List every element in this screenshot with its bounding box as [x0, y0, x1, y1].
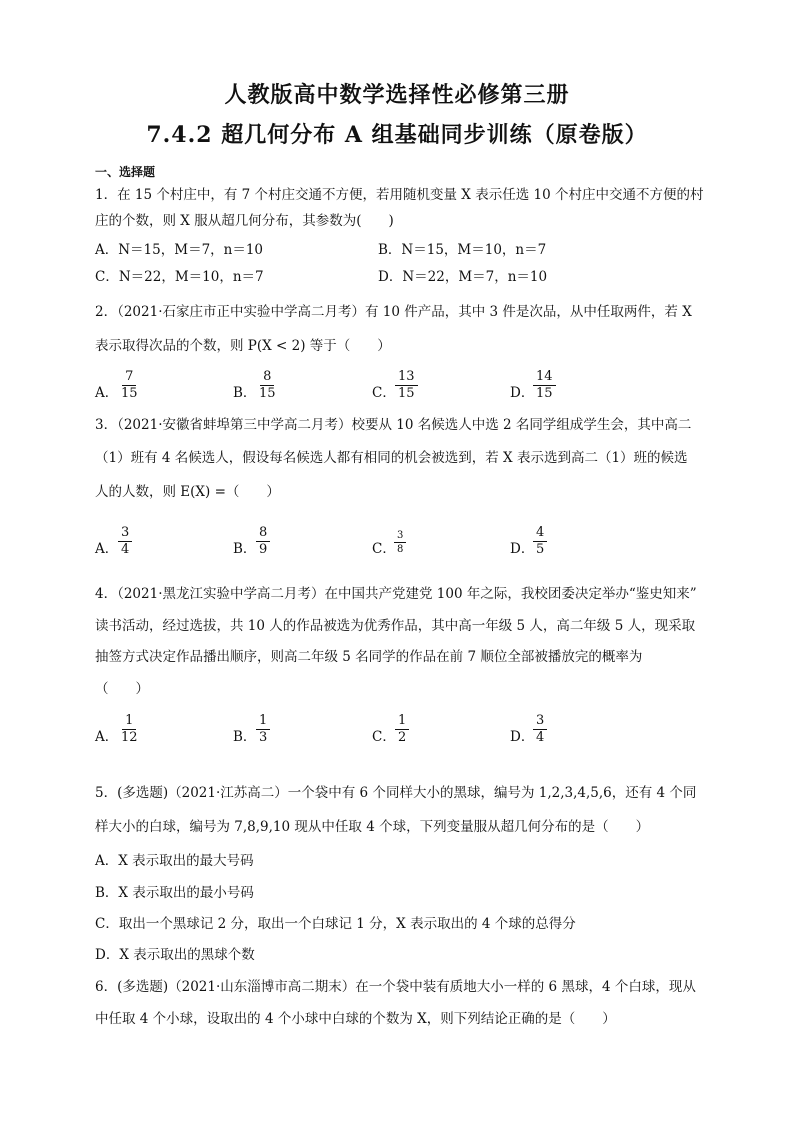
q3-option-b-fraction [256, 526, 270, 557]
q4-option-d-denominator: 4 [536, 730, 545, 745]
q3-label-c: C． [372, 541, 396, 557]
q2-option-a-fraction [118, 370, 141, 401]
q3-option-b-denominator: 9 [259, 542, 268, 557]
q3-line3: 人的人数，则 E(X) =（ ） [95, 484, 280, 500]
q4-option-c-numerator: 1 [395, 714, 409, 730]
q4-line4: （ ） [95, 681, 149, 697]
q4-option-a-fraction [118, 714, 141, 745]
q2-line2: 表示取得次品的个数，则 P(X < 2) 等于（ ） [95, 338, 391, 354]
q4-label-c: C． [372, 729, 396, 745]
q2-option-d-fraction [533, 370, 556, 401]
q4-line2: 读书活动，经过选拔，共 10 人的作品被选为优秀作品，其中高一年级 5 人，高二年级 5 人，现采取 [95, 618, 696, 634]
q3-option-d-fraction [533, 526, 547, 557]
q5-option-d: D．X 表示取出的黑球个数 [95, 947, 255, 963]
q3-option-d-denominator: 5 [536, 542, 545, 557]
q6-line2: 中任取 4 个小球，设取出的 4 个小球中白球的个数为 X，则下列结论正确的是（ ） [95, 1011, 616, 1027]
q4-option-b-denominator: 3 [259, 730, 268, 745]
q1-option-a: A．N＝15，M＝7，n＝10 [95, 242, 264, 258]
q4-label-a: A． [95, 729, 119, 745]
page-subtitle: 7.4.2 超几何分布 A 组基础同步训练（原卷版） [146, 122, 648, 148]
q1-line2: 庄的个数，则 X 服从超几何分布，其参数为( ) [95, 213, 394, 229]
q3-label-a: A． [95, 541, 119, 557]
q2-option-a-numerator: 7 [122, 370, 136, 386]
q4-option-c-fraction [395, 714, 409, 745]
q4-option-a-numerator: 1 [122, 714, 136, 730]
q2-option-d-numerator: 14 [533, 370, 556, 386]
q4-option-c-denominator: 2 [398, 730, 407, 745]
q4-option-d-numerator: 3 [533, 714, 547, 730]
q2-option-a-denominator: 15 [121, 386, 138, 401]
q4-option-d-fraction [533, 714, 547, 745]
q2-option-b-fraction [256, 370, 279, 401]
q4-option-b-fraction [256, 714, 270, 745]
q4-line1: 4．（2021·黑龙江实验中学高二月考）在中国共产党建党 100 年之际，我校团委决定举办“鉴史知来” [95, 586, 697, 602]
q4-line3: 抽签方式决定作品播出顺序，则高二年级 5 名同学的作品在前 7 顺位全部被播放完的概率为 [95, 649, 643, 665]
page-title: 人教版高中数学选择性必修第三册 [224, 82, 570, 108]
q6-line1: 6．(多选题)（2021·山东淄博市高二期末）在一个袋中装有质地大小一样的 6 黑球，4 个白球，现从 [95, 979, 696, 995]
q1-option-b: B．N＝15，M＝10，n＝7 [378, 242, 547, 258]
q2-label-c: C． [372, 385, 396, 401]
q5-line1: 5．(多选题)（2021·江苏高二）一个袋中有 6 个同样大小的黑球，编号为 1,2,3,4,5,6，还有 4 个同 [95, 785, 697, 801]
q2-option-c-fraction [395, 370, 418, 401]
q2-option-c-denominator: 15 [398, 386, 415, 401]
q3-option-d-numerator: 4 [533, 526, 547, 542]
q3-option-c-denominator: 8 [397, 544, 404, 555]
q2-label-b: B． [233, 385, 257, 401]
q2-label-d: D． [510, 385, 535, 401]
q3-option-a-denominator: 4 [121, 542, 130, 557]
q4-option-a-denominator: 12 [121, 730, 138, 745]
q2-option-b-denominator: 15 [259, 386, 276, 401]
q3-option-b-numerator: 8 [256, 526, 270, 542]
q3-line1: 3．（2021·安徽省蚌埠第三中学高二月考）校要从 10 名候选人中选 2 名同学组成学生会，其中高二 [95, 417, 692, 433]
q3-label-d: D． [510, 541, 535, 557]
q3-label-b: B． [233, 541, 257, 557]
q1-line1: 1．在 15 个村庄中，有 7 个村庄交通不方便，若用随机变量 X 表示任选 10 个村庄中交通不方便的村 [95, 187, 704, 203]
q3-option-a-numerator: 3 [118, 526, 132, 542]
q4-label-b: B． [233, 729, 257, 745]
q5-option-b: B．X 表示取出的最小号码 [95, 885, 254, 901]
q4-label-d: D． [510, 729, 535, 745]
q3-option-c-numerator: 3 [394, 530, 406, 543]
q2-option-c-numerator: 13 [395, 370, 418, 386]
q3-option-a-fraction [118, 526, 132, 557]
q4-option-b-numerator: 1 [256, 714, 270, 730]
section-heading: 一、选择题 [95, 165, 156, 179]
q3-option-c-fraction [394, 530, 406, 555]
q1-option-c: C．N＝22，M＝10，n＝7 [95, 269, 264, 285]
q5-option-c: C．取出一个黑球记 2 分，取出一个白球记 1 分，X 表示取出的 4 个球的总得分 [95, 916, 576, 932]
q5-line2: 样大小的白球，编号为 7,8,9,10 现从中任取 4 个球，下列变量服从超几何分布的是（ ） [95, 819, 650, 835]
q1-option-d: D．N＝22，M＝7，n＝10 [378, 269, 548, 285]
q5-option-a: A．X 表示取出的最大号码 [95, 853, 254, 869]
q2-option-d-denominator: 15 [536, 386, 553, 401]
q2-label-a: A． [95, 385, 119, 401]
q3-line2: （1）班有 4 名候选人，假设每名候选人都有相同的机会被选到，若 X 表示选到高二（1）班的候选 [95, 450, 688, 466]
q2-line1: 2．（2021·石家庄市正中实验中学高二月考）有 10 件产品，其中 3 件是次品，从中任取两件，若 X [95, 304, 692, 320]
q2-option-b-numerator: 8 [260, 370, 274, 386]
